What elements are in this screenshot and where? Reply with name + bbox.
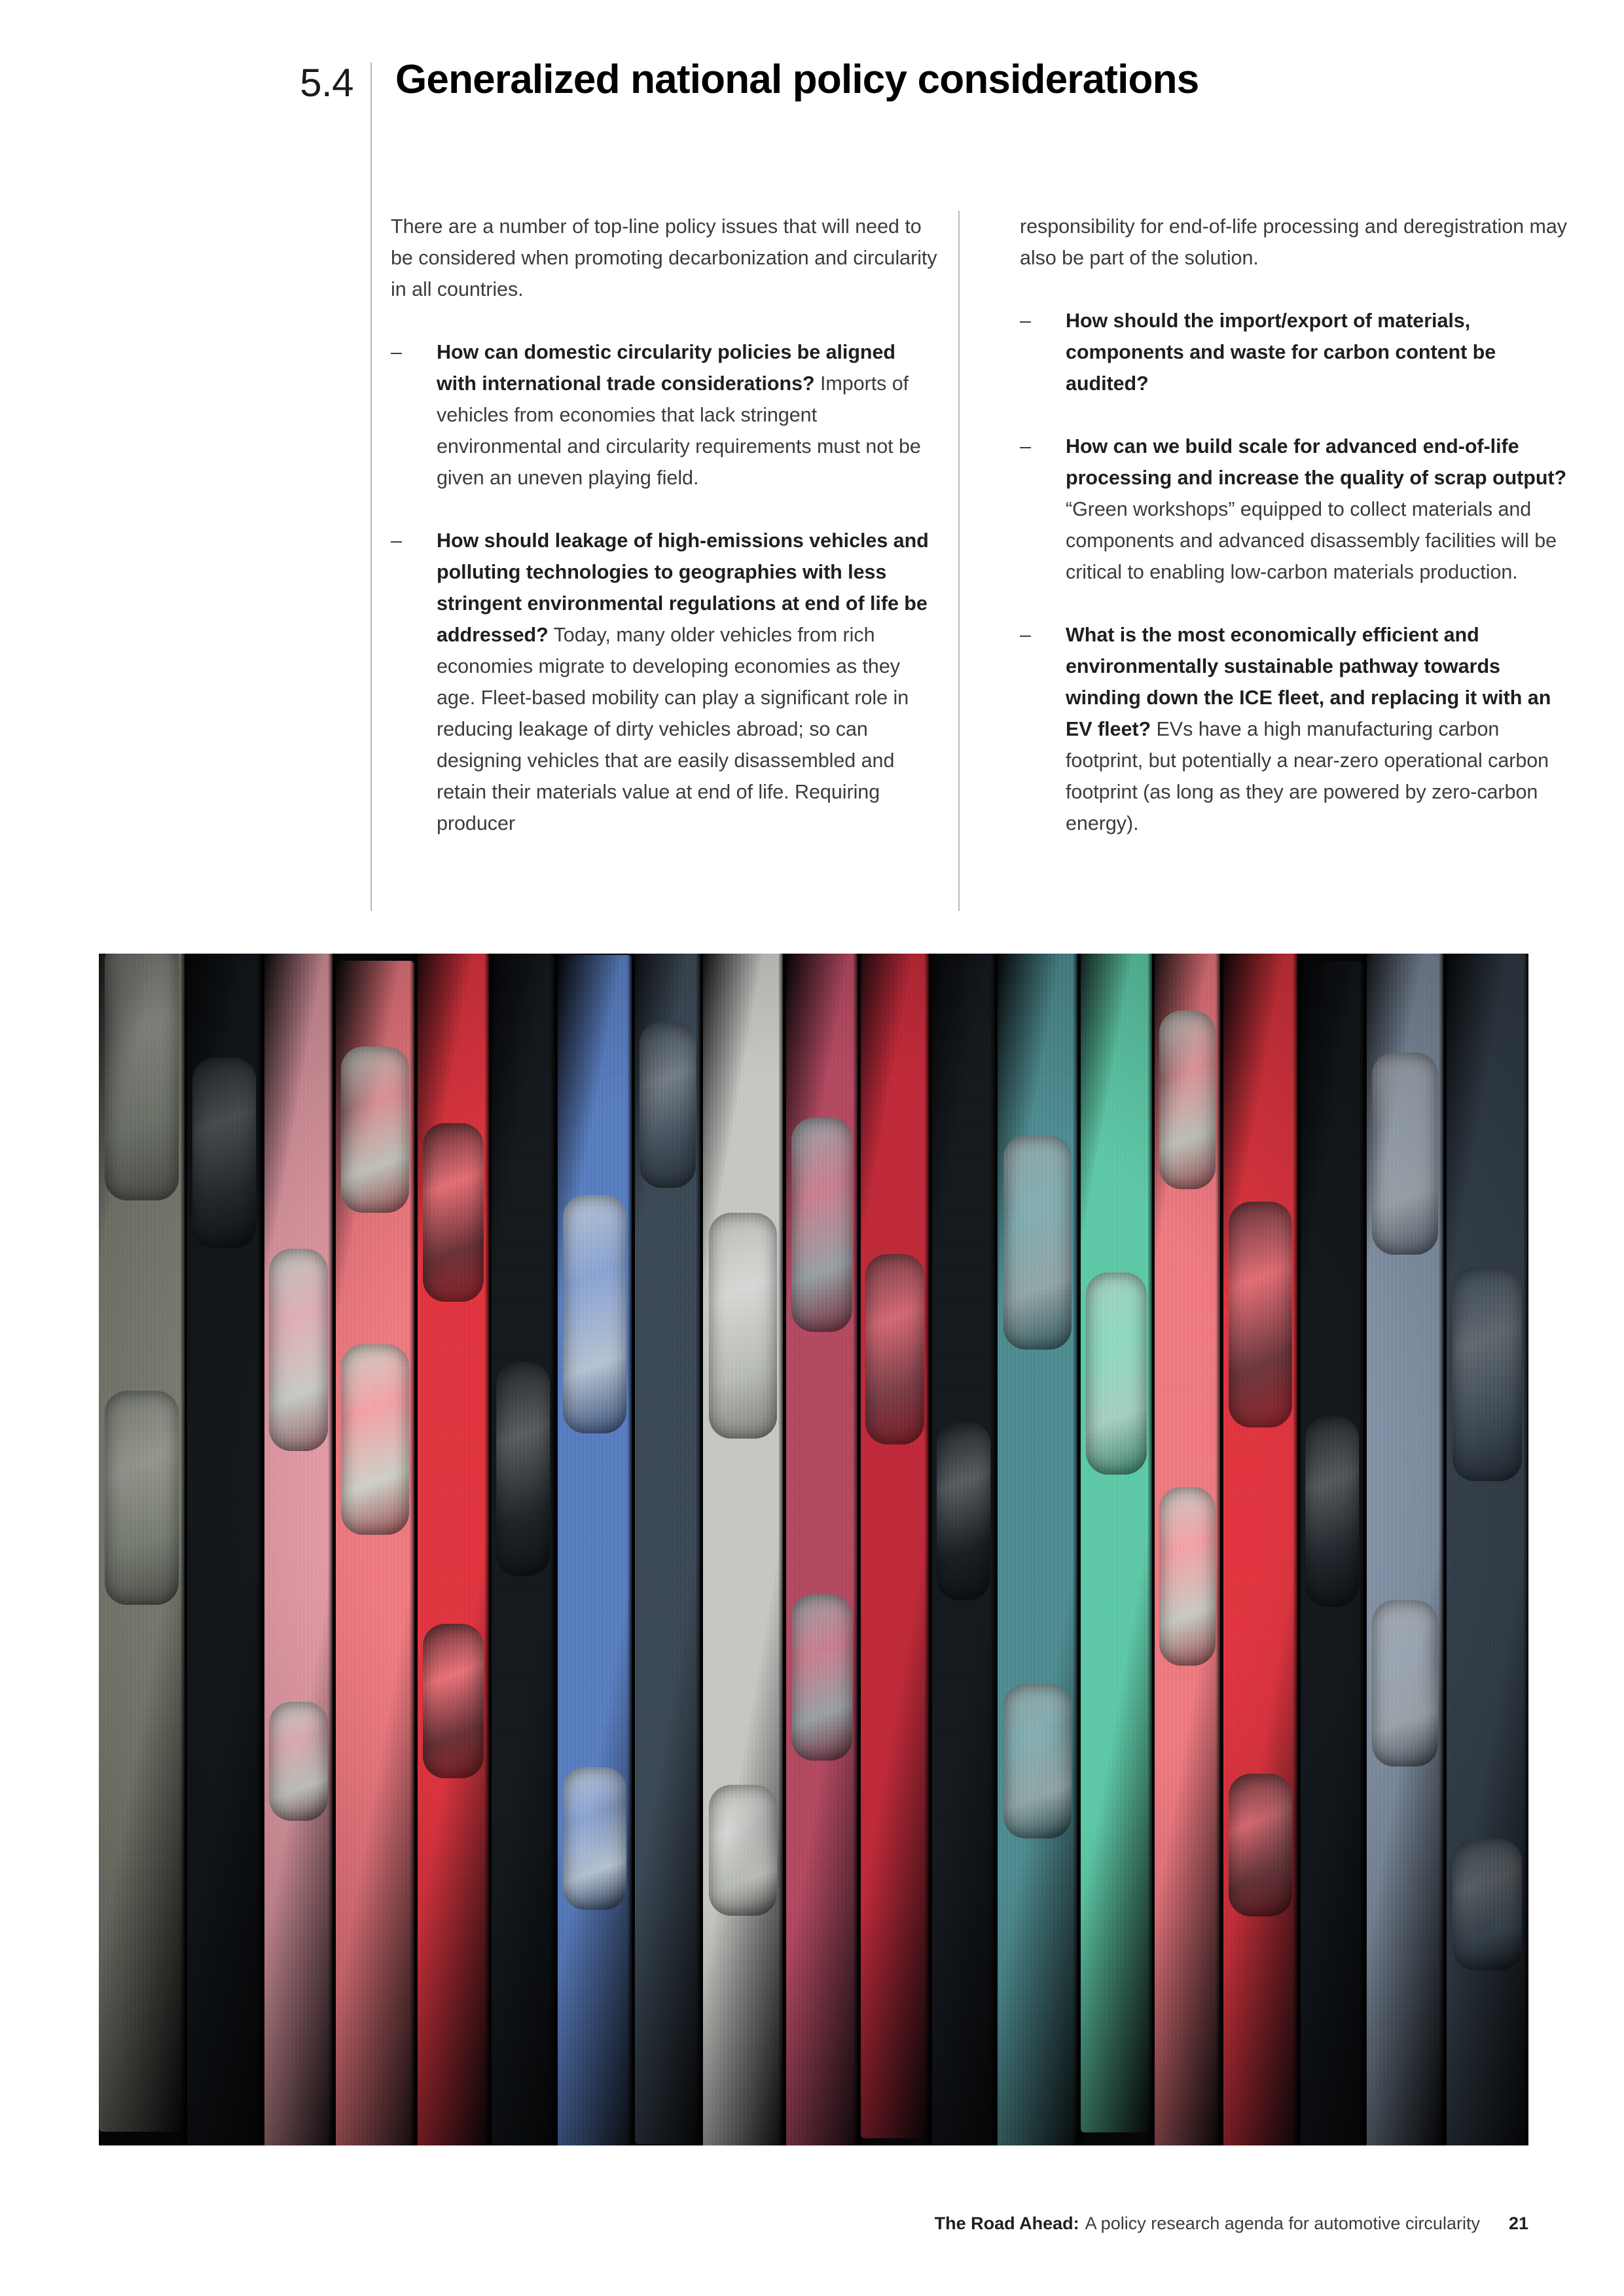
page-number: 21 — [1508, 2214, 1528, 2233]
list-item — [391, 525, 941, 839]
scrapyard-photo — [99, 954, 1528, 2145]
bullet-dash-icon: – — [1020, 310, 1031, 332]
intro-paragraph: There are a number of top-line policy issues that will need to be considered when promoting decarbonization and circularity in all countries. — [391, 215, 937, 300]
continuation-paragraph: responsibility for end-of-life processing and deregistration may also be part of the solution. — [1020, 215, 1567, 269]
bullet-lead: How can we build scale for advanced end-of-life processing and increase the quality of scrap output? — [1066, 435, 1567, 489]
bullet-body: Imports of vehicles from economies that lack stringent environmental and circularity requirements must not be given an uneven playing field. — [437, 372, 921, 489]
page-title: Generalized national policy considerations — [395, 57, 1199, 102]
page-header — [0, 57, 1624, 121]
bullet-body: EVs have a high manufacturing carbon footprint, but potentially a near-zero operational carbon footprint (as long as they are powered by zero-carbon energy). — [1066, 718, 1549, 834]
bullet-text — [437, 336, 941, 493]
footer-inner — [935, 2209, 1528, 2238]
bullet-text — [1066, 305, 1570, 399]
bullet-text — [437, 525, 941, 839]
bullet-lead: What is the most economically efficient and environmentally sustainable pathway towards winding down the ICE fleet, and replacing it with an EV fleet? — [1066, 624, 1551, 740]
section-number: 5.4 — [300, 61, 353, 105]
bullet-lead: How should leakage of high-emissions vehicles and polluting technologies to geographies with less stringent environmental regulations at end of life be addressed? — [437, 529, 929, 646]
bullet-body: “Green workshops” equipped to collect materials and components and advanced disassembly facilities will be critical to enabling low-carbon materials production. — [1066, 498, 1557, 583]
bullet-body: Today, many older vehicles from rich economies migrate to developing economies as they age. Fleet-based mobility can play a significant role in reducing leakage of dirty vehicles abroad; so can designing vehicles that are easily disassembled and retain their materials value at end of life. Requiring producer — [437, 624, 909, 834]
list-item — [391, 336, 941, 493]
list-item — [1020, 619, 1570, 839]
bullet-dash-icon: – — [391, 341, 402, 363]
list-item — [1020, 305, 1570, 399]
left-text-column — [391, 211, 941, 839]
bullet-dash-icon: – — [1020, 624, 1031, 646]
bullet-text — [1066, 431, 1570, 588]
bullet-dash-icon: – — [391, 529, 402, 552]
bullet-lead: How should the import/export of materials, components and waste for carbon content be audited? — [1066, 310, 1496, 395]
list-item — [1020, 431, 1570, 588]
photo-vignette-overlay — [99, 954, 1528, 2145]
column-divider-rule — [958, 211, 960, 911]
footer-subtitle: A policy research agenda for automotive circularity — [1085, 2214, 1480, 2233]
bullet-dash-icon: – — [1020, 435, 1031, 457]
bullet-lead: How can domestic circularity policies be aligned with international trade considerations? — [437, 341, 896, 395]
header-vertical-rule — [370, 62, 372, 911]
footer-brand: The Road Ahead: — [934, 2214, 1079, 2233]
right-text-column — [1020, 211, 1570, 839]
bullet-text — [1066, 619, 1570, 839]
page-footer — [0, 2209, 1624, 2238]
